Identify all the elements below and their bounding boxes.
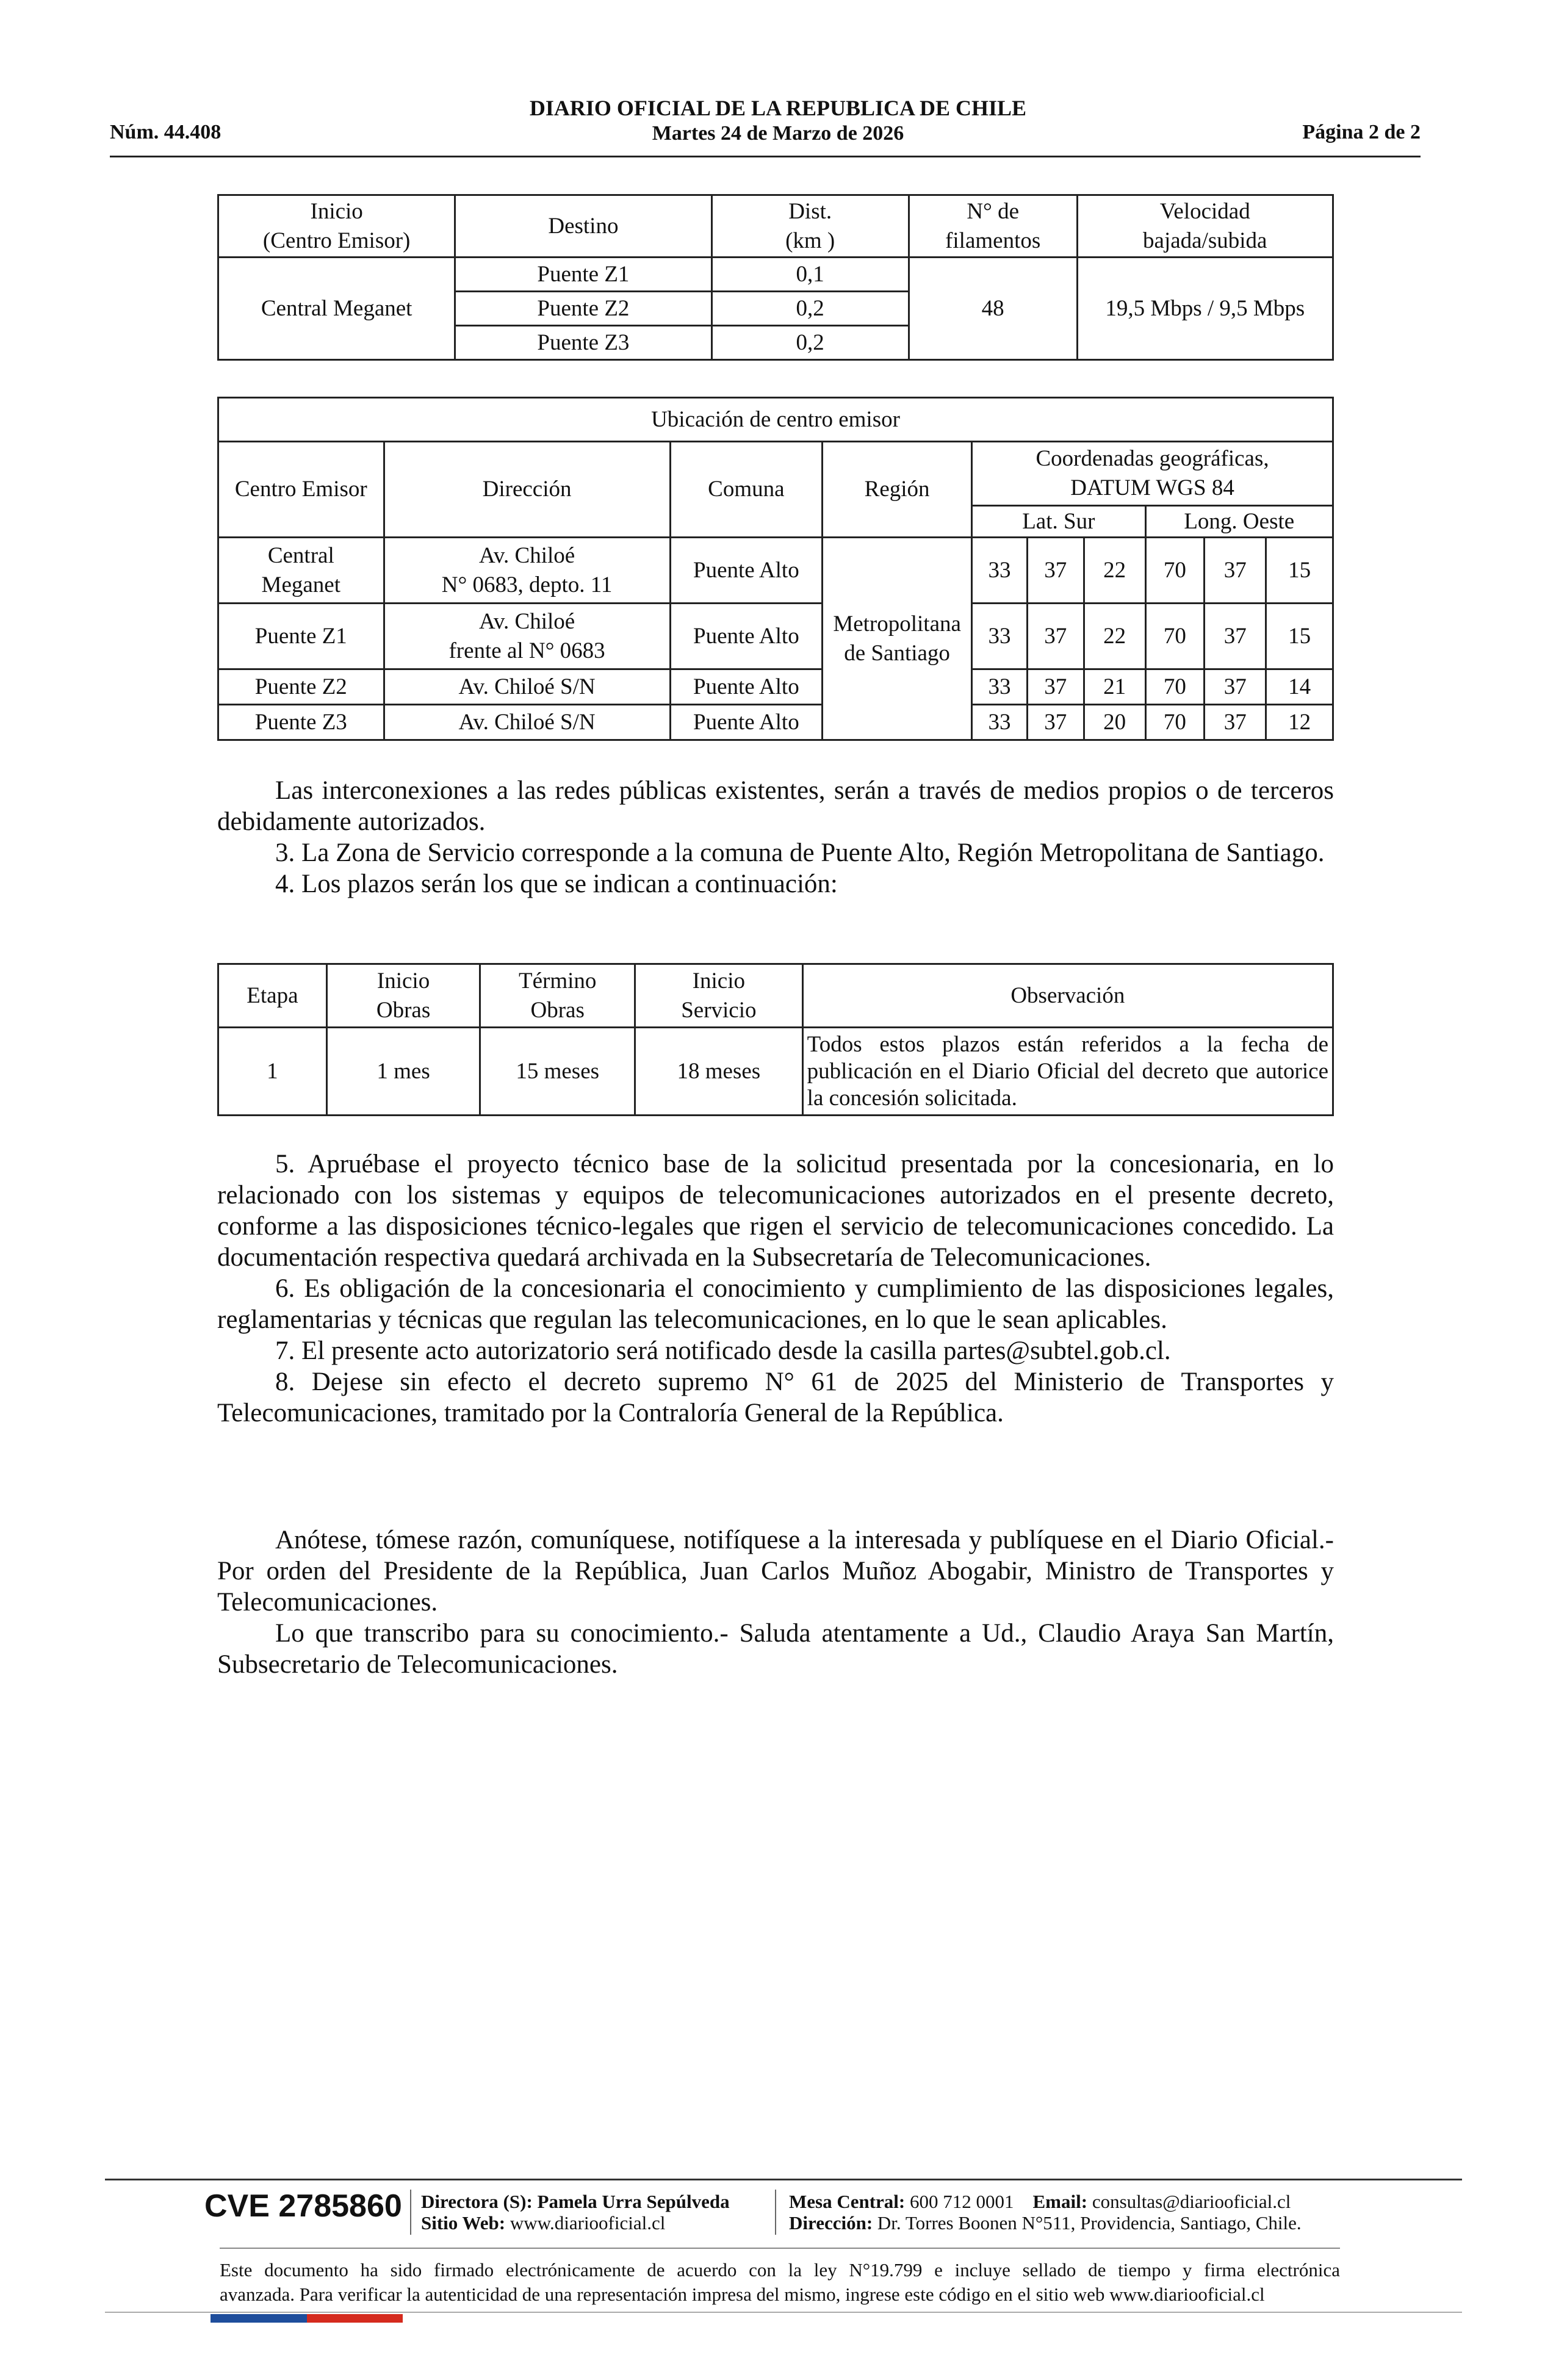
table-cell: Puente Z3: [455, 326, 711, 360]
header-inicio-obras: Inicio Obras: [326, 964, 480, 1028]
footer-separator: [775, 2190, 776, 2235]
table-cell: Puente Z1: [455, 258, 711, 292]
footer-mesa-email: Mesa Central: 600 712 0001 Email: consultas@diariooficial.cl: [789, 2191, 1291, 2212]
table-cell: 1: [218, 1028, 327, 1116]
paragraphs-closing: [217, 1524, 1334, 1680]
table-cell: 15: [1266, 604, 1333, 669]
header-region: Región: [823, 442, 972, 538]
table-cell: 70: [1145, 538, 1205, 604]
legal-line: avanzada. Para verificar la autenticidad de una representación impresa del mismo, ingrese este código en el sitio web www.diariooficial.cl: [220, 2284, 1265, 2305]
table-cell: 33: [972, 604, 1028, 669]
header-lat: Lat. Sur: [972, 506, 1145, 538]
table-cell: 0,2: [711, 326, 909, 360]
paragraph: Lo que transcribo para su conocimiento.- Saluda atentamente a Ud., Claudio Araya San Martín, Subsecretario de Telecomunicaciones.: [217, 1619, 1334, 1679]
table-cell: Puente Z1: [218, 604, 384, 669]
footer-divider: [220, 2248, 1340, 2249]
table-cell: Av. Chiloé S/N: [384, 705, 670, 740]
table-cell: Puente Alto: [670, 538, 823, 604]
table-cell: 22: [1084, 604, 1145, 669]
footer-direccion: Dirección: Dr. Torres Boonen N°511, Providencia, Santiago, Chile.: [789, 2212, 1302, 2234]
table-cell: Puente Z3: [218, 705, 384, 740]
table-cell: Central Meganet: [218, 538, 384, 604]
paragraph: Anótese, tómese razón, comuníquese, notifíquese a la interesada y publíquese en el Diario Oficial.- Por orden del Presidente de la República, Juan Carlos Muñoz Abogabir, Ministro de Transportes y Telecomunicaciones.: [217, 1526, 1334, 1617]
table-cell: 12: [1266, 705, 1333, 740]
table-cell: 37: [1027, 669, 1084, 705]
velocidad-cell: 19,5 Mbps / 9,5 Mbps: [1077, 258, 1333, 360]
table-cell: 15 meses: [480, 1028, 635, 1116]
header-velocidad: Velocidad bajada/subida: [1077, 195, 1333, 258]
table-cell: 70: [1145, 705, 1205, 740]
header-comuna: Comuna: [670, 442, 823, 538]
header-inicio-servicio: Inicio Servicio: [635, 964, 803, 1028]
paragraphs-decree: [217, 1149, 1334, 1429]
table-cell: 20: [1084, 705, 1145, 740]
issue-number: Núm. 44.408: [110, 121, 222, 143]
schedule-table: [217, 963, 1334, 1116]
paragraph: 4. Los plazos serán los que se indican a continuación:: [275, 870, 838, 898]
table-cell: 18 meses: [635, 1028, 803, 1116]
table-cell: 14: [1266, 669, 1333, 705]
email-link[interactable]: consultas@diariooficial.cl: [1092, 2191, 1291, 2212]
table-cell: Puente Alto: [670, 669, 823, 705]
header-filamentos: N° de filamentos: [909, 195, 1077, 258]
paragraph: 3. La Zona de Servicio corresponde a la comuna de Puente Alto, Región Metropolitana de Santiago.: [275, 838, 1325, 867]
cve-code: CVE 2785860: [204, 2188, 402, 2224]
table-cell: 37: [1027, 538, 1084, 604]
footer-directora: Directora (S): Pamela Urra Sepúlveda: [421, 2191, 730, 2212]
table-cell: 33: [972, 705, 1028, 740]
table-cell: 1 mes: [326, 1028, 480, 1116]
footer-sitio: Sitio Web: www.diariooficial.cl: [421, 2212, 666, 2234]
header-coords: Coordenadas geográficas, DATUM WGS 84: [972, 442, 1333, 506]
table-cell: 70: [1145, 669, 1205, 705]
footer-divider: [105, 2179, 1462, 2180]
header-long: Long. Oeste: [1145, 506, 1333, 538]
paragraph: 8. Dejese sin efecto el decreto supremo N° 61 de 2025 del Ministerio de Transportes y Telecomunicaciones, tramitado por la Contraloría General de la República.: [217, 1368, 1334, 1427]
paragraph: 7. El presente acto autorizatorio será notificado desde la casilla partes@subtel.gob.cl.: [275, 1336, 1171, 1365]
footer-separator: [410, 2190, 411, 2235]
observacion-cell: Todos estos plazos están referidos a la fecha de publicación en el Diario Oficial del decreto que autorice la concesión solicitada.: [802, 1028, 1333, 1116]
table-cell: Av. Chiloé N° 0683, depto. 11: [384, 538, 670, 604]
paragraph: 5. Apruébase el proyecto técnico base de la solicitud presentada por la concesionaria, en lo relacionado con los sistemas y equipos de telecomunicaciones autorizados en el presente decreto, conforme a las disposiciones técnico-legales que rigen el servicio de telecomunicaciones concedido. La documentación respectiva quedará archivada en la Subsecretaría de Telecomunicaciones.: [217, 1150, 1334, 1272]
table-cell: Puente Z2: [455, 292, 711, 326]
table-cell: Puente Alto: [670, 705, 823, 740]
table-cell: 37: [1205, 538, 1266, 604]
table-cell: 0,1: [711, 258, 909, 292]
header-dist: Dist. (km ): [711, 195, 909, 258]
table-cell: Av. Chiloé frente al N° 0683: [384, 604, 670, 669]
page-indicator: Página 2 de 2: [1302, 121, 1421, 143]
table-cell: 37: [1205, 669, 1266, 705]
paragraphs-interconnection: [217, 775, 1334, 900]
link-table: [217, 194, 1334, 361]
paragraph: Las interconexiones a las redes públicas existentes, serán a través de medios propios o de terceros debidamente autorizados.: [217, 776, 1334, 836]
paragraph: 6. Es obligación de la concesionaria el conocimiento y cumplimiento de las disposiciones legales, reglamentarias y técnicas que regulan las telecomunicaciones, en lo que le sean aplicables.: [217, 1274, 1334, 1334]
header-inicio: Inicio (Centro Emisor): [218, 195, 455, 258]
issue-date: Martes 24 de Marzo de 2026: [652, 122, 904, 145]
region-cell: Metropolitana de Santiago: [823, 538, 972, 740]
header-observacion: Observación: [802, 964, 1333, 1028]
header-centro: Centro Emisor: [218, 442, 384, 538]
table-cell: 70: [1145, 604, 1205, 669]
table-cell: 37: [1205, 604, 1266, 669]
origin-cell: Central Meganet: [218, 258, 455, 360]
flag-stripe-red: [307, 2314, 403, 2323]
table-cell: Av. Chiloé S/N: [384, 669, 670, 705]
table-cell: 0,2: [711, 292, 909, 326]
table-cell: 37: [1027, 705, 1084, 740]
header-etapa: Etapa: [218, 964, 327, 1028]
header-destino: Destino: [455, 195, 711, 258]
table-cell: Puente Alto: [670, 604, 823, 669]
location-table-title: Ubicación de centro emisor: [218, 398, 1333, 442]
filamentos-cell: 48: [909, 258, 1077, 360]
header-direccion: Dirección: [384, 442, 670, 538]
table-cell: Puente Z2: [218, 669, 384, 705]
legal-line: Este documento ha sido firmado electrónicamente de acuerdo con la ley N°19.799 e incluye sellado de tiempo y firma electrónica: [220, 2259, 1340, 2281]
location-table: [217, 397, 1334, 741]
flag-stripe-blue: [211, 2314, 307, 2323]
newspaper-title: DIARIO OFICIAL DE LA REPUBLICA DE CHILE: [529, 96, 1027, 120]
table-cell: 37: [1027, 604, 1084, 669]
header-divider: [110, 156, 1421, 157]
table-cell: 15: [1266, 538, 1333, 604]
footer-bottom-rule: [105, 2312, 1462, 2313]
table-cell: 21: [1084, 669, 1145, 705]
sitio-link[interactable]: www.diariooficial.cl: [510, 2212, 666, 2234]
table-cell: 22: [1084, 538, 1145, 604]
header-termino-obras: Término Obras: [480, 964, 635, 1028]
table-cell: 37: [1205, 705, 1266, 740]
table-cell: 33: [972, 538, 1028, 604]
table-cell: 33: [972, 669, 1028, 705]
legal-notice: [220, 2258, 1340, 2307]
